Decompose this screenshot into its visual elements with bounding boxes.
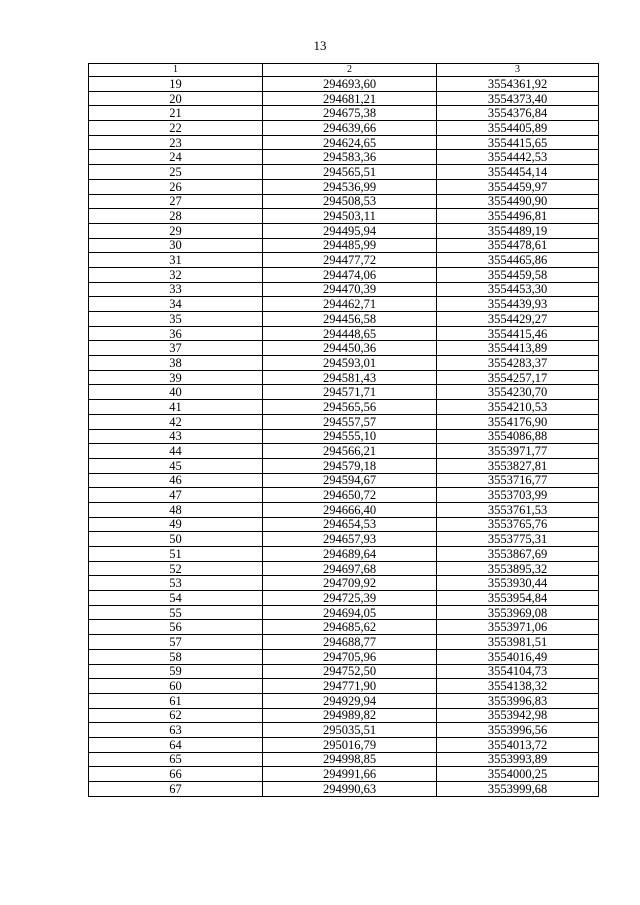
y-coordinate-cell: 3553971,06 <box>437 620 599 635</box>
table-body <box>89 77 599 797</box>
table-row <box>89 591 599 606</box>
point-number-cell: 28 <box>89 209 263 224</box>
x-coordinate-cell: 294752,50 <box>263 664 437 679</box>
point-number-cell: 55 <box>89 605 263 620</box>
point-number-cell: 62 <box>89 708 263 723</box>
table-row <box>89 488 599 503</box>
x-coordinate-cell: 294654,53 <box>263 517 437 532</box>
table-row <box>89 106 599 121</box>
point-number-cell: 29 <box>89 223 263 238</box>
y-coordinate-cell: 3553765,76 <box>437 517 599 532</box>
x-coordinate-cell: 294929,94 <box>263 693 437 708</box>
y-coordinate-cell: 3554429,27 <box>437 312 599 327</box>
table-row <box>89 400 599 415</box>
y-coordinate-cell: 3553827,81 <box>437 458 599 473</box>
x-coordinate-cell: 294990,63 <box>263 782 437 797</box>
table-row <box>89 135 599 150</box>
point-number-cell: 59 <box>89 664 263 679</box>
table-row <box>89 517 599 532</box>
table-row <box>89 77 599 92</box>
table-row <box>89 473 599 488</box>
y-coordinate-cell: 3554230,70 <box>437 385 599 400</box>
x-coordinate-cell: 294474,06 <box>263 267 437 282</box>
point-number-cell: 43 <box>89 429 263 444</box>
point-number-cell: 48 <box>89 502 263 517</box>
y-coordinate-cell: 3554257,17 <box>437 370 599 385</box>
point-number-cell: 46 <box>89 473 263 488</box>
x-coordinate-cell: 294593,01 <box>263 356 437 371</box>
table-row <box>89 635 599 650</box>
point-number-cell: 27 <box>89 194 263 209</box>
y-coordinate-cell: 3554459,58 <box>437 267 599 282</box>
table-row <box>89 326 599 341</box>
x-coordinate-cell: 294503,11 <box>263 209 437 224</box>
x-coordinate-cell: 294462,71 <box>263 297 437 312</box>
x-coordinate-cell: 294650,72 <box>263 488 437 503</box>
table-row <box>89 576 599 591</box>
table-row <box>89 547 599 562</box>
x-coordinate-cell: 294565,56 <box>263 400 437 415</box>
point-number-cell: 64 <box>89 737 263 752</box>
table-row <box>89 165 599 180</box>
x-coordinate-cell: 294694,05 <box>263 605 437 620</box>
point-number-cell: 45 <box>89 458 263 473</box>
y-coordinate-cell: 3554459,97 <box>437 179 599 194</box>
point-number-cell: 36 <box>89 326 263 341</box>
point-number-cell: 54 <box>89 591 263 606</box>
y-coordinate-cell: 3554373,40 <box>437 91 599 106</box>
table-row <box>89 561 599 576</box>
y-coordinate-cell: 3554478,61 <box>437 238 599 253</box>
table-row <box>89 356 599 371</box>
point-number-cell: 33 <box>89 282 263 297</box>
column-header-1: 1 <box>89 64 263 77</box>
y-coordinate-cell: 3553895,32 <box>437 561 599 576</box>
x-coordinate-cell: 294448,65 <box>263 326 437 341</box>
table-header-row <box>89 64 599 77</box>
y-coordinate-cell: 3553971,77 <box>437 444 599 459</box>
point-number-cell: 35 <box>89 312 263 327</box>
point-number-cell: 61 <box>89 693 263 708</box>
y-coordinate-cell: 3554283,37 <box>437 356 599 371</box>
y-coordinate-cell: 3554490,90 <box>437 194 599 209</box>
x-coordinate-cell: 294771,90 <box>263 679 437 694</box>
x-coordinate-cell: 294485,99 <box>263 238 437 253</box>
y-coordinate-cell: 3554210,53 <box>437 400 599 415</box>
y-coordinate-cell: 3553954,84 <box>437 591 599 606</box>
x-coordinate-cell: 294666,40 <box>263 502 437 517</box>
table-row <box>89 693 599 708</box>
table-row <box>89 723 599 738</box>
page-number: 13 <box>313 38 327 53</box>
table-row <box>89 238 599 253</box>
point-number-cell: 47 <box>89 488 263 503</box>
x-coordinate-cell: 294688,77 <box>263 635 437 650</box>
x-coordinate-cell: 294508,53 <box>263 194 437 209</box>
y-coordinate-cell: 3554361,92 <box>437 77 599 92</box>
x-coordinate-cell: 294697,68 <box>263 561 437 576</box>
point-number-cell: 57 <box>89 635 263 650</box>
y-coordinate-cell: 3553930,44 <box>437 576 599 591</box>
y-coordinate-cell: 3553775,31 <box>437 532 599 547</box>
point-number-cell: 30 <box>89 238 263 253</box>
point-number-cell: 58 <box>89 649 263 664</box>
table-row <box>89 312 599 327</box>
table-row <box>89 444 599 459</box>
point-number-cell: 21 <box>89 106 263 121</box>
y-coordinate-cell: 3554138,32 <box>437 679 599 694</box>
point-number-cell: 50 <box>89 532 263 547</box>
y-coordinate-cell: 3553993,89 <box>437 752 599 767</box>
y-coordinate-cell: 3553703,99 <box>437 488 599 503</box>
y-coordinate-cell: 3554496,81 <box>437 209 599 224</box>
y-coordinate-cell: 3554453,30 <box>437 282 599 297</box>
table-row <box>89 91 599 106</box>
y-coordinate-cell: 3554104,73 <box>437 664 599 679</box>
table-row <box>89 370 599 385</box>
column-header-2: 2 <box>263 64 437 77</box>
y-coordinate-cell: 3554013,72 <box>437 737 599 752</box>
table-row <box>89 767 599 782</box>
table-row <box>89 532 599 547</box>
point-number-cell: 23 <box>89 135 263 150</box>
y-coordinate-cell: 3554415,65 <box>437 135 599 150</box>
x-coordinate-cell: 294470,39 <box>263 282 437 297</box>
point-number-cell: 22 <box>89 121 263 136</box>
y-coordinate-cell: 3553969,08 <box>437 605 599 620</box>
y-coordinate-cell: 3553942,98 <box>437 708 599 723</box>
x-coordinate-cell: 294557,57 <box>263 414 437 429</box>
table-row <box>89 782 599 797</box>
point-number-cell: 65 <box>89 752 263 767</box>
y-coordinate-cell: 3554000,25 <box>437 767 599 782</box>
table-row <box>89 429 599 444</box>
x-coordinate-cell: 294689,64 <box>263 547 437 562</box>
table-row <box>89 150 599 165</box>
x-coordinate-cell: 294555,10 <box>263 429 437 444</box>
table-row <box>89 649 599 664</box>
x-coordinate-cell: 294581,43 <box>263 370 437 385</box>
point-number-cell: 49 <box>89 517 263 532</box>
table-row <box>89 297 599 312</box>
point-number-cell: 37 <box>89 341 263 356</box>
point-number-cell: 19 <box>89 77 263 92</box>
x-coordinate-cell: 294450,36 <box>263 341 437 356</box>
x-coordinate-cell: 294583,36 <box>263 150 437 165</box>
x-coordinate-cell: 294624,65 <box>263 135 437 150</box>
y-coordinate-cell: 3553981,51 <box>437 635 599 650</box>
x-coordinate-cell: 294657,93 <box>263 532 437 547</box>
table-row <box>89 679 599 694</box>
table-row <box>89 605 599 620</box>
y-coordinate-cell: 3553996,83 <box>437 693 599 708</box>
y-coordinate-cell: 3554376,84 <box>437 106 599 121</box>
table-row <box>89 267 599 282</box>
table-row <box>89 737 599 752</box>
x-coordinate-cell: 294639,66 <box>263 121 437 136</box>
x-coordinate-cell: 294566,21 <box>263 444 437 459</box>
point-number-cell: 40 <box>89 385 263 400</box>
y-coordinate-cell: 3553716,77 <box>437 473 599 488</box>
x-coordinate-cell: 294709,92 <box>263 576 437 591</box>
point-number-cell: 25 <box>89 165 263 180</box>
point-number-cell: 56 <box>89 620 263 635</box>
y-coordinate-cell: 3553761,53 <box>437 502 599 517</box>
y-coordinate-cell: 3553999,68 <box>437 782 599 797</box>
x-coordinate-cell: 294594,67 <box>263 473 437 488</box>
table-row <box>89 664 599 679</box>
table-row <box>89 282 599 297</box>
table-row <box>89 209 599 224</box>
table-row <box>89 121 599 136</box>
y-coordinate-cell: 3554454,14 <box>437 165 599 180</box>
table-row <box>89 385 599 400</box>
x-coordinate-cell: 295016,79 <box>263 737 437 752</box>
point-number-cell: 38 <box>89 356 263 371</box>
point-number-cell: 60 <box>89 679 263 694</box>
y-coordinate-cell: 3554413,89 <box>437 341 599 356</box>
point-number-cell: 44 <box>89 444 263 459</box>
x-coordinate-cell: 294693,60 <box>263 77 437 92</box>
x-coordinate-cell: 294579,18 <box>263 458 437 473</box>
point-number-cell: 51 <box>89 547 263 562</box>
point-number-cell: 66 <box>89 767 263 782</box>
point-number-cell: 63 <box>89 723 263 738</box>
y-coordinate-cell: 3554465,86 <box>437 253 599 268</box>
table-row <box>89 620 599 635</box>
x-coordinate-cell: 294495,94 <box>263 223 437 238</box>
y-coordinate-cell: 3553867,69 <box>437 547 599 562</box>
table-row <box>89 194 599 209</box>
x-coordinate-cell: 294565,51 <box>263 165 437 180</box>
table-row <box>89 708 599 723</box>
table-row <box>89 223 599 238</box>
table-row <box>89 253 599 268</box>
point-number-cell: 53 <box>89 576 263 591</box>
y-coordinate-cell: 3554442,53 <box>437 150 599 165</box>
point-number-cell: 67 <box>89 782 263 797</box>
x-coordinate-cell: 295035,51 <box>263 723 437 738</box>
point-number-cell: 39 <box>89 370 263 385</box>
y-coordinate-cell: 3554439,93 <box>437 297 599 312</box>
x-coordinate-cell: 294685,62 <box>263 620 437 635</box>
point-number-cell: 32 <box>89 267 263 282</box>
y-coordinate-cell: 3554415,46 <box>437 326 599 341</box>
x-coordinate-cell: 294571,71 <box>263 385 437 400</box>
point-number-cell: 26 <box>89 179 263 194</box>
y-coordinate-cell: 3554176,90 <box>437 414 599 429</box>
table-row <box>89 502 599 517</box>
table-row <box>89 752 599 767</box>
y-coordinate-cell: 3554086,88 <box>437 429 599 444</box>
x-coordinate-cell: 294705,96 <box>263 649 437 664</box>
point-number-cell: 31 <box>89 253 263 268</box>
table-row <box>89 414 599 429</box>
table-row <box>89 458 599 473</box>
x-coordinate-cell: 294725,39 <box>263 591 437 606</box>
x-coordinate-cell: 294536,99 <box>263 179 437 194</box>
x-coordinate-cell: 294991,66 <box>263 767 437 782</box>
x-coordinate-cell: 294989,82 <box>263 708 437 723</box>
table-row <box>89 341 599 356</box>
y-coordinate-cell: 3554489,19 <box>437 223 599 238</box>
x-coordinate-cell: 294477,72 <box>263 253 437 268</box>
x-coordinate-cell: 294456,58 <box>263 312 437 327</box>
y-coordinate-cell: 3554405,89 <box>437 121 599 136</box>
coordinates-table <box>88 63 599 797</box>
x-coordinate-cell: 294998,85 <box>263 752 437 767</box>
point-number-cell: 34 <box>89 297 263 312</box>
point-number-cell: 41 <box>89 400 263 415</box>
point-number-cell: 24 <box>89 150 263 165</box>
x-coordinate-cell: 294681,21 <box>263 91 437 106</box>
table-row <box>89 179 599 194</box>
y-coordinate-cell: 3554016,49 <box>437 649 599 664</box>
x-coordinate-cell: 294675,38 <box>263 106 437 121</box>
point-number-cell: 20 <box>89 91 263 106</box>
column-header-3: 3 <box>437 64 599 77</box>
point-number-cell: 52 <box>89 561 263 576</box>
point-number-cell: 42 <box>89 414 263 429</box>
y-coordinate-cell: 3553996,56 <box>437 723 599 738</box>
